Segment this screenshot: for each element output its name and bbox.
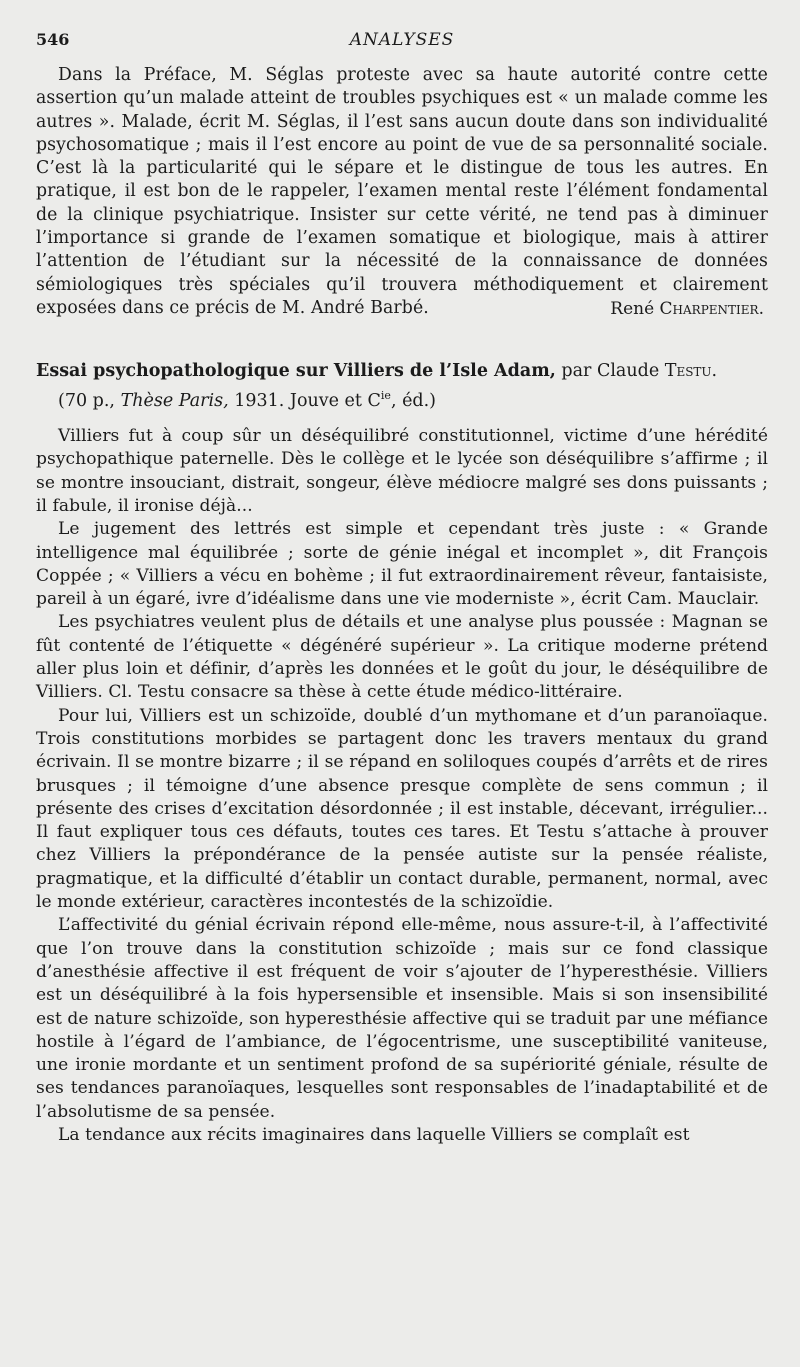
heading-sup: ie — [380, 388, 391, 402]
book-title: Essai psychopathologique sur Villiers de l’Isle Adam, — [36, 361, 556, 382]
signature-first-name: René — [610, 299, 655, 320]
signature-last-name: Charpentier. — [659, 299, 764, 320]
body-paragraph: Pour lui, Villiers est un schizoïde, doublé d’un mythomane et d’un paranoïaque. Trois constitutions morbides se partagent donc les travers mentaux du grand écrivain. Il se montre bizarre ; il se répand en soliloques coupés d’arrêts et de rires brusques ; il témoigne d’une absence presque complète de sens commun ; il présente des crises d’excitation désordonnée ; il est instable, décevant, irrégulier... Il faut expliquer tous ces défauts, toutes ces tares. Et Testu s’attache à prouver chez Villiers la prépondérance de la pensée autiste sur la pensée réaliste, pragmatique, et la difficulté d’établir un contact durable, permanent, normal, avec le monde extérieur, caractères incontestés de la schizoïdie. — [36, 705, 768, 913]
body-paragraph: Le jugement des lettrés est simple et cependant très juste : « Grande intelligence mal équilibrée ; sorte de génie inégal et incomplet », dit François Coppée ; « Villiers a vécu en bohème ; il fut extraordinairement rêveur, fantaisiste, pareil à un égaré, ivre d’idéalisme dans une vie moderniste », écrit Cam. Mauclair. — [36, 519, 768, 610]
heading-year-publisher: 1931. Jouve et C — [228, 390, 381, 411]
body-paragraph: Les psychiatres veulent plus de détails et une analyse plus poussée : Magnan se fût contenté de l’étiquette « dégénéré supérieur ». La critique moderne prétend aller plus loin et définir, d’après les données et le goût du jour, le déséquilibre de Villiers. Cl. Testu consacre sa thèse à cette étude médico-littéraire. — [36, 612, 768, 703]
author-name — [665, 361, 717, 381]
heading-pages: (70 p., — [58, 390, 121, 411]
heading-ed: , éd.) — [390, 390, 437, 411]
review-body — [36, 425, 768, 1147]
running-title: ANALYSES — [349, 30, 455, 50]
page-number: 546 — [36, 30, 70, 49]
body-paragraph: Villiers fut à coup sûr un déséquilibré constitutionnel, victime d’une hérédité psychopathique paternelle. Dès le collège et le lycée son déséquilibre s’affirme ; il se montre insouciant, distrait, songeur, élève médiocre malgré ses dons puissants ; il fabule, il ironise déjà... — [36, 426, 768, 516]
heading-thesis: Thèse Paris, — [120, 390, 229, 411]
review-heading — [36, 360, 768, 413]
body-paragraph: L’affectivité du génial écrivain répond elle-même, nous assure-t-il, à l’affectivité que l’on trouve dans la constitution schizoïde ; mais sur ce fond classique d’anesthésie affective il est fréquent de voir s’ajouter de l’hyperesthésie. Villiers est un déséquilibré à la fois hypersensible et insensible. Mais si son insensibilité est de nature schizoïde, son hyperesthésie affective qui se traduit par une méfiance hostile à l’égard de l’ambiance, de l’égocentrisme, une susceptibilité vaniteuse, une ironie mordante et un sentiment profond de sa supériorité géniale, résulte de ses tendances paranoïaques, lesquelles sont responsables de l’inadaptabilité et de l’absolutisme de sa pensée. — [36, 915, 768, 1122]
author-surname: Testu. — [664, 361, 718, 382]
body-paragraph: La tendance aux récits imaginaires dans laquelle Villiers se complaît est — [58, 1125, 690, 1145]
running-head — [36, 26, 768, 56]
preface-review — [36, 64, 768, 320]
preface-paragraph: Dans la Préface, M. Séglas proteste avec sa haute autorité contre cette assertion qu’un malade atteint de troubles psychiques est « un malade comme les autres ». Malade, écrit M. Séglas, il l’est sans aucun doute dans son individualité psychosomatique ; mais il l’est encore au point de vue de sa personnalité sociale. C’est là la particularité qui le sépare et le distingue de tous les autres. En pratique, il est bon de le rappeler, l’examen mental reste l’élément fondamental de la clinique psychiatrique. Insister sur cette vérité, ne tend pas à diminuer l’importance si grande de l’examen somatique et biologique, mais à attirer l’attention de l’étudiant sur la nécessité de la connaissance de données sémiologiques très spéciales qu’il trouvera méthodiquement et clairement exposées dans ce précis de M. André Barbé. — [36, 65, 768, 318]
heading-by: par Claude — [555, 361, 665, 382]
